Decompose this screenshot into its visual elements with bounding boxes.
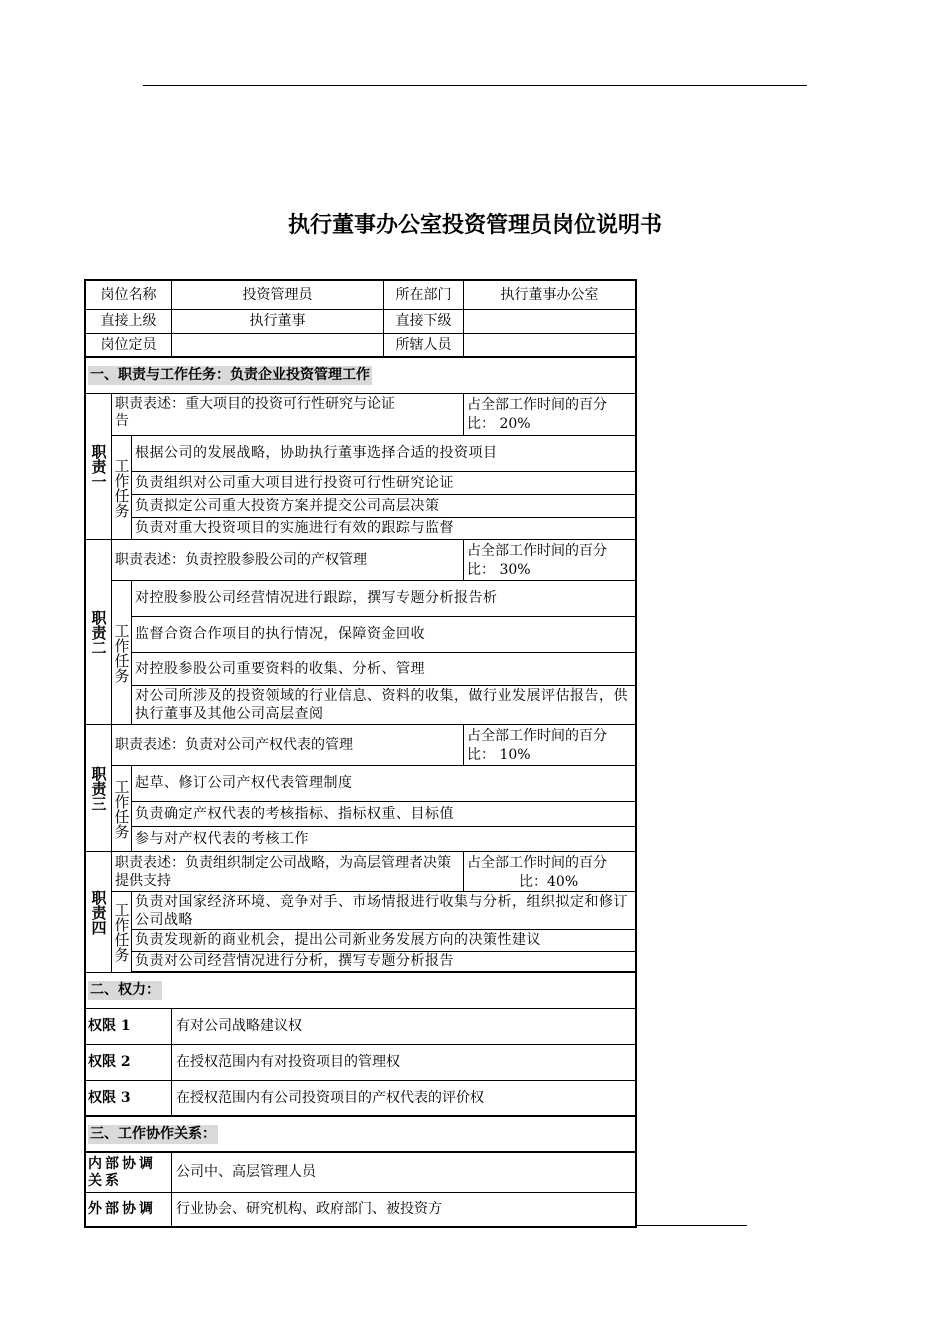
post-name-label: 岗位名称 [86, 281, 172, 310]
duty-3-task-label-text: 工作任务 [112, 778, 131, 839]
power-2-text: 在授权范围内有对投资项目的管理权 [172, 1045, 635, 1081]
duty-1-task-3: 负责拟定公司重大投资方案并提交公司高层决策 [132, 495, 635, 518]
duty-3-name: 职责三 [89, 765, 108, 811]
internal-relation-label: 内部协调关系 [86, 1153, 172, 1193]
section-powers-heading [86, 973, 635, 1009]
duty-1-name: 职责一 [89, 444, 108, 489]
duty-2-time-share [464, 540, 635, 581]
duty-4-task-label [112, 892, 132, 973]
external-relation-text: 行业协会、研究机构、政府部门、被投资方 [176, 1201, 442, 1217]
job-description-table [84, 279, 637, 1228]
section-duties-text: 一、职责与工作任务：负责企业投资管理工作 [90, 367, 370, 383]
duty-1-task-label [112, 436, 132, 540]
duty-3-time-share [464, 725, 635, 766]
duty-1-label [86, 394, 112, 540]
duty-4-pct-line1: 占全部工作时间的百分 [467, 855, 607, 871]
superior-label: 直接上级 [86, 310, 172, 334]
duty-1-task-4: 负责对重大投资项目的实施进行有效的跟踪与监督 [132, 518, 635, 540]
power-2-label: 权限 2 [86, 1045, 172, 1081]
duty-4-task-2: 负责发现新的商业机会，提出公司新业务发展方向的决策性建议 [132, 930, 635, 952]
duty-2-task-2: 监督合资合作项目的执行情况，保障资金回收 [132, 617, 635, 653]
header-rule [143, 85, 807, 86]
power-3-text: 在授权范围内有公司投资项目的产权代表的评价权 [172, 1081, 635, 1117]
section-duties-heading [86, 358, 635, 394]
duty-2-task-label [112, 581, 132, 725]
section-relations-text: 三、工作协作关系： [90, 1125, 216, 1142]
duty-2-task-label-text: 工作任务 [112, 622, 131, 683]
external-relation-label: 外部协调 [86, 1193, 172, 1226]
power-3-label: 权限 3 [86, 1081, 172, 1117]
duty-2-name: 职责二 [89, 609, 108, 655]
duty-4-pct-line2: 比：40% [519, 874, 579, 890]
duty-4-task-1: 负责对国家经济环境、竞争对手、市场情报进行收集与分析，组织拟定和修订公司战略 [132, 892, 635, 930]
duty-1-task-2: 负责组织对公司重大项目进行投资可行性研究论证 [132, 472, 635, 495]
duty-2-task-1: 对控股参股公司经营情况进行跟踪，撰写专题分析报告析 [132, 581, 635, 617]
duty-3-pct-line1: 占全部工作时间的百分 [467, 728, 607, 744]
duty-3-task-1: 起草、修订公司产权代表管理制度 [132, 766, 635, 802]
duty-4-task-3: 负责对公司经营情况进行分析，撰写专题分析报告 [132, 952, 635, 973]
duty-1-statement [112, 394, 464, 436]
duty-1-task-1: 根据公司的发展战略，协助执行董事选择合适的投资项目 [132, 436, 635, 472]
duty-4-time-share [464, 852, 635, 892]
duty-2-task-3: 对控股参股公司重要资料的收集、分析、管理 [132, 653, 635, 686]
headcount-label: 岗位定员 [86, 334, 172, 358]
subordinate-value [464, 310, 635, 334]
duty-1-pct-line1: 占全部工作时间的百分 [467, 397, 607, 413]
duty-3-task-label [112, 766, 132, 852]
duty-2-pct-line1: 占全部工作时间的百分 [467, 543, 607, 559]
managed-value [464, 334, 635, 358]
subordinate-label: 直接下级 [384, 310, 464, 334]
duty-3-task-2: 负责确定产权代表的考核指标、指标权重、目标值 [132, 802, 635, 827]
duty-3-pct-line2: 比： 10% [467, 747, 531, 763]
duty-1-statement-text: 职责表述：重大项目的投资可行性研究与论证 [115, 396, 395, 412]
duty-4-name: 职责四 [89, 889, 108, 935]
power-1-text: 有对公司战略建议权 [172, 1009, 635, 1045]
duty-1-time-share [464, 394, 635, 436]
duty-2-statement: 职责表述：负责控股参股公司的产权管理 [112, 540, 464, 581]
duty-3-label [86, 725, 112, 852]
headcount-value [172, 334, 384, 358]
post-name-value: 投资管理员 [172, 281, 384, 310]
duty-4-task-label-text: 工作任务 [112, 902, 131, 962]
managed-label: 所辖人员 [384, 334, 464, 358]
duty-1-statement-wrap: 告 [115, 413, 129, 429]
duty-1-task-label-text: 工作任务 [112, 457, 131, 518]
duty-2-pct-line2: 比： 30% [467, 562, 531, 578]
duty-1-pct-line2: 比： 20% [467, 416, 531, 432]
duty-3-statement: 职责表述：负责对公司产权代表的管理 [112, 725, 464, 766]
duty-4-statement: 职责表述：负责组织制定公司战略，为高层管理者决策提供支持 [112, 852, 464, 892]
duty-3-task-3: 参与对产权代表的考核工作 [132, 827, 635, 852]
section-relations-heading [86, 1117, 635, 1153]
dept-label: 所在部门 [384, 281, 464, 310]
duty-2-task-4: 对公司所涉及的投资领域的行业信息、资料的收集，做行业发展评估报告，供执行董事及其他公司高层查阅 [132, 686, 635, 725]
power-1-label: 权限 1 [86, 1009, 172, 1045]
superior-value: 执行董事 [172, 310, 384, 334]
section-powers-text: 二、权力： [90, 982, 160, 998]
dept-value: 执行董事办公室 [464, 281, 635, 310]
duty-4-label [86, 852, 112, 973]
document-title: 执行董事办公室投资管理员岗位说明书 [287, 213, 662, 238]
internal-relation-text: 公司中、高层管理人员 [172, 1153, 635, 1193]
footer-rule [637, 1225, 747, 1226]
duty-2-label [86, 540, 112, 725]
